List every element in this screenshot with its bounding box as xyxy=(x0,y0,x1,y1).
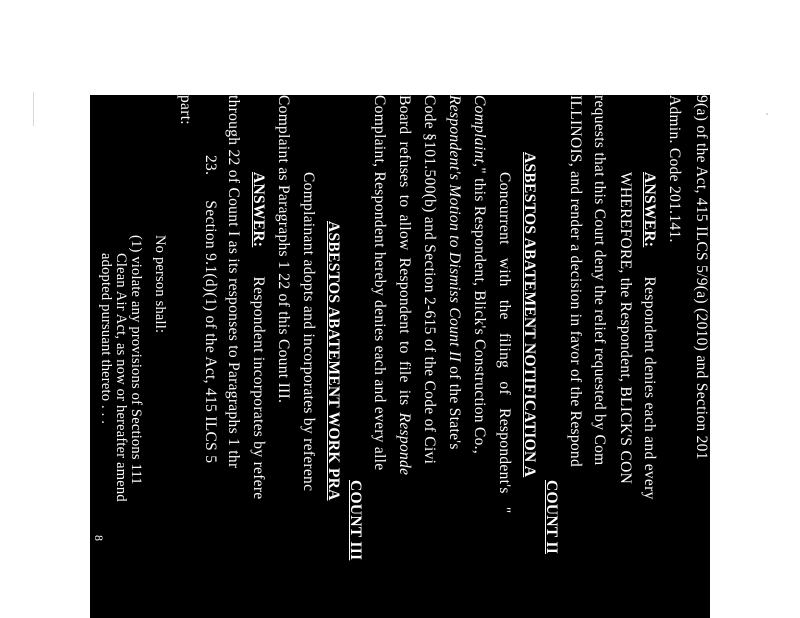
text-line: Complaint as Paragraphs 1 22 of this Count III. xyxy=(275,95,292,404)
section-heading: ASBESTOS ABATEMENT WORK PRA xyxy=(325,221,342,501)
rotated-document-page xyxy=(90,95,710,618)
number-spacer xyxy=(202,175,219,200)
text-line: WHEREFORE, the Respondent, BLICK'S CON xyxy=(617,172,634,485)
answer-line xyxy=(640,172,658,500)
text-line xyxy=(395,95,413,475)
line-text: Board refuses to allow Respondent to file its xyxy=(396,95,413,413)
text-line: Concurrent with the filing of Respondent's " xyxy=(496,172,513,514)
text-line: through 22 of Count I as its responses to Paragraphs 1 thr xyxy=(225,95,242,469)
text-line xyxy=(445,95,463,450)
text-line: Admin. Code 201.141. xyxy=(666,95,683,243)
quote-line: No person shall: xyxy=(152,235,168,334)
quote-line: Clean Air Act, as now or hereafter amend xyxy=(113,253,129,502)
answer-label: ANSWER: xyxy=(250,172,267,248)
section-heading: ASBESTOS ABATEMENT NOTIFICATION A xyxy=(521,152,538,478)
quote-line: adopted pursuant thereto . . . xyxy=(98,253,114,425)
text-line: requests that this Court deny the relief requested by Com xyxy=(591,95,608,466)
paragraph-number: 23. xyxy=(202,155,219,176)
text-line: ILLINOIS, and render a decision in favor of the Respond xyxy=(567,95,584,468)
text-line: Complainant adopts and incorporates by referenc xyxy=(300,172,317,492)
scan-speck xyxy=(33,92,34,126)
numbered-line xyxy=(201,155,219,463)
text-line: Code §101.500(b) and Section 2-615 of the Code of Civi xyxy=(421,95,438,465)
answer-spacer xyxy=(641,247,658,276)
text-line: 9(a) of the Act, 415 ILCS 5/9(a) (2010) and Section 201 xyxy=(693,95,710,460)
answer-label: ANSWER: xyxy=(641,172,658,248)
answer-spacer xyxy=(250,247,267,276)
quote-line: (1) violate any provisions of Sections 111 xyxy=(128,235,144,485)
section-heading: COUNT III xyxy=(347,480,364,561)
line-text: " this Respondent, Blick's Construction Co., xyxy=(471,167,488,455)
text-line: Complaint, Respondent hereby denies each and every alle xyxy=(371,95,388,471)
page-number: 8 xyxy=(92,535,106,541)
answer-text: Respondent incorporates by refere xyxy=(250,276,267,500)
answer-line xyxy=(249,172,267,500)
emphasis-text: Respondent's Motion to Dismiss Count II xyxy=(446,95,463,362)
line-text: Section 9.1(d)(1) of the Act, 415 ILCS 5 xyxy=(202,200,219,464)
scan-speck xyxy=(766,113,768,115)
line-text: of the State's xyxy=(446,361,463,450)
section-heading: COUNT II xyxy=(543,480,560,555)
text-line: part: xyxy=(177,95,194,125)
emphasis-text: Complaint, xyxy=(471,95,488,168)
answer-text: Respondent denies each and every xyxy=(641,276,658,500)
text-line xyxy=(470,95,488,454)
emphasis-text: Responde xyxy=(396,412,413,476)
